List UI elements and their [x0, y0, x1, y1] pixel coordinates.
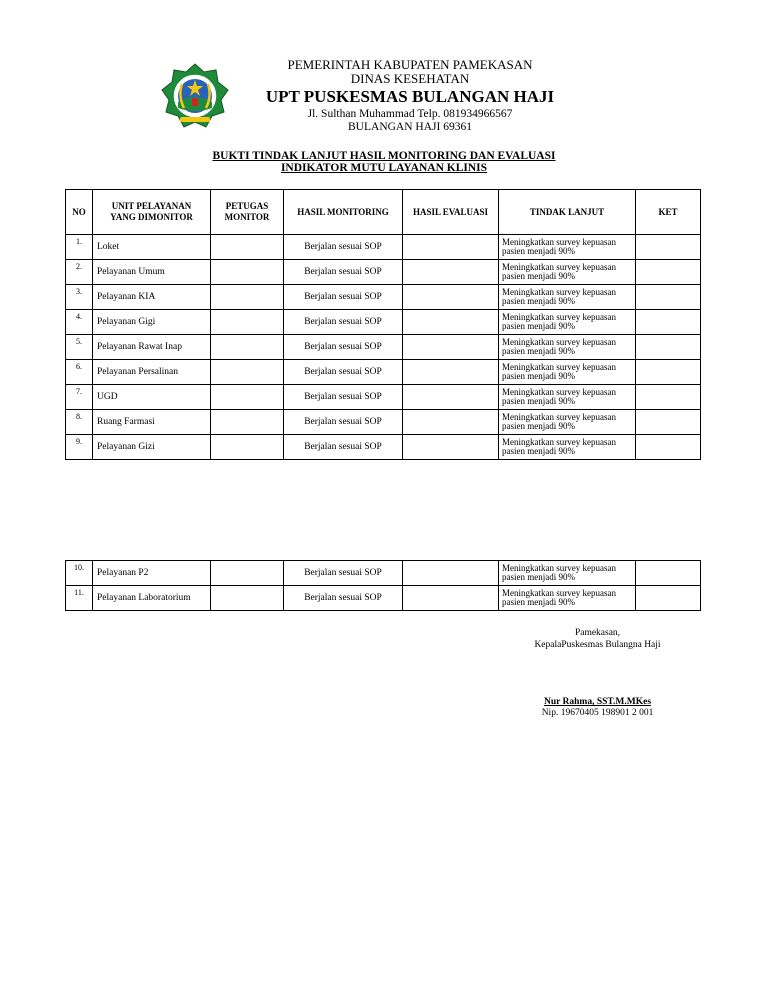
table-row — [66, 385, 701, 410]
cell-hasil-evaluasi — [403, 335, 499, 360]
table-row — [66, 285, 701, 310]
cell-hasil-monitoring: Berjalan sesuai SOP — [284, 335, 403, 360]
institution-address: Jl. Sulthan Muhammad Telp. 081934966567 — [307, 108, 513, 121]
logo-emblem-icon — [162, 64, 228, 127]
letterhead — [250, 58, 570, 134]
table-row — [66, 260, 701, 285]
cell-hasil-monitoring: Berjalan sesuai SOP — [284, 435, 403, 460]
tindak-lanjut-line1: Meningkatkan survey kepuasan — [502, 387, 616, 397]
tindak-lanjut-line1: Meningkatkan survey kepuasan — [502, 588, 616, 598]
cell-ket — [636, 335, 701, 360]
cell-tindak-lanjut — [499, 586, 636, 611]
cell-no: 10. — [66, 561, 93, 586]
cell-unit: Pelayanan Umum — [93, 260, 211, 285]
tindak-lanjut-line2: pasien menjadi 90% — [502, 446, 575, 456]
cell-hasil-monitoring: Berjalan sesuai SOP — [284, 360, 403, 385]
tindak-lanjut-line1: Meningkatkan survey kepuasan — [502, 412, 616, 422]
signature-position: KepalaPuskesmas Bulangna Haji — [534, 639, 661, 650]
cell-unit: Pelayanan Persalinan — [93, 360, 211, 385]
cell-hasil-evaluasi — [403, 285, 499, 310]
monitoring-table — [65, 189, 701, 460]
cell-petugas — [211, 385, 284, 410]
cell-unit: Pelayanan Gizi — [93, 435, 211, 460]
cell-hasil-monitoring: Berjalan sesuai SOP — [284, 285, 403, 310]
cell-no: 6. — [66, 360, 93, 385]
cell-petugas — [211, 260, 284, 285]
table-row — [66, 335, 701, 360]
cell-hasil-monitoring: Berjalan sesuai SOP — [284, 310, 403, 335]
cell-hasil-monitoring: Berjalan sesuai SOP — [284, 586, 403, 611]
cell-unit: Pelayanan Rawat Inap — [93, 335, 211, 360]
signature-place — [520, 628, 675, 652]
cell-petugas — [211, 285, 284, 310]
cell-hasil-evaluasi — [403, 260, 499, 285]
cell-unit: Ruang Farmasi — [93, 410, 211, 435]
cell-unit: Loket — [93, 235, 211, 260]
col-header-no: NO — [66, 190, 93, 235]
col-header-petugas: PETUGAS MONITOR — [211, 190, 284, 235]
tindak-lanjut-line1: Meningkatkan survey kepuasan — [502, 362, 616, 372]
tindak-lanjut-line1: Meningkatkan survey kepuasan — [502, 337, 616, 347]
tindak-lanjut-line2: pasien menjadi 90% — [502, 597, 575, 607]
col-header-ket: KET — [636, 190, 701, 235]
document-title — [150, 150, 618, 174]
tindak-lanjut-line1: Meningkatkan survey kepuasan — [502, 287, 616, 297]
table-row — [66, 235, 701, 260]
cell-no: 1. — [66, 235, 93, 260]
tindak-lanjut-line1: Meningkatkan survey kepuasan — [502, 437, 616, 447]
cell-tindak-lanjut — [499, 285, 636, 310]
cell-hasil-monitoring: Berjalan sesuai SOP — [284, 410, 403, 435]
institution-name: UPT PUSKESMAS BULANGAN HAJI — [265, 86, 555, 106]
tindak-lanjut-line2: pasien menjadi 90% — [502, 271, 575, 281]
col-header-unit: UNIT PELAYANAN YANG DIMONITOR — [93, 190, 211, 235]
tindak-lanjut-line2: pasien menjadi 90% — [502, 421, 575, 431]
cell-petugas — [211, 586, 284, 611]
cell-unit: Pelayanan Gigi — [93, 310, 211, 335]
tindak-lanjut-line2: pasien menjadi 90% — [502, 572, 575, 582]
cell-petugas — [211, 235, 284, 260]
cell-no: 7. — [66, 385, 93, 410]
cell-unit: Pelayanan KIA — [93, 285, 211, 310]
department-name: DINAS KESEHATAN — [350, 71, 470, 87]
cell-petugas — [211, 410, 284, 435]
tindak-lanjut-line2: pasien menjadi 90% — [502, 371, 575, 381]
signatory-name: Nur Rahma, SST.M.MKes — [543, 697, 652, 707]
tindak-lanjut-line2: pasien menjadi 90% — [502, 296, 575, 306]
cell-hasil-evaluasi — [403, 561, 499, 586]
tindak-lanjut-line2: pasien menjadi 90% — [502, 346, 575, 356]
document-title-line2: INDIKATOR MUTU LAYANAN KLINIS — [280, 162, 488, 175]
tindak-lanjut-line2: pasien menjadi 90% — [502, 396, 575, 406]
col-header-hasil-monitoring: HASIL MONITORING — [284, 190, 403, 235]
cell-tindak-lanjut — [499, 435, 636, 460]
cell-hasil-evaluasi — [403, 410, 499, 435]
cell-petugas — [211, 360, 284, 385]
cell-ket — [636, 586, 701, 611]
cell-tindak-lanjut — [499, 260, 636, 285]
cell-tindak-lanjut — [499, 410, 636, 435]
cell-hasil-monitoring: Berjalan sesuai SOP — [284, 260, 403, 285]
cell-unit: Pelayanan Laboratorium — [93, 586, 211, 611]
signature-block — [520, 697, 675, 720]
signatory-nip: Nip. 19670405 198901 2 001 — [541, 708, 654, 719]
cell-tindak-lanjut — [499, 561, 636, 586]
cell-petugas — [211, 561, 284, 586]
cell-no: 4. — [66, 310, 93, 335]
table-header-row — [66, 190, 701, 235]
cell-hasil-evaluasi — [403, 435, 499, 460]
cell-no: 3. — [66, 285, 93, 310]
cell-tindak-lanjut — [499, 335, 636, 360]
cell-no: 11. — [66, 586, 93, 611]
tindak-lanjut-line1: Meningkatkan survey kepuasan — [502, 237, 616, 247]
table-row — [66, 561, 701, 586]
cell-no: 2. — [66, 260, 93, 285]
cell-ket — [636, 285, 701, 310]
table-row — [66, 310, 701, 335]
table-row — [66, 360, 701, 385]
tindak-lanjut-line2: pasien menjadi 90% — [502, 321, 575, 331]
tindak-lanjut-line1: Meningkatkan survey kepuasan — [502, 563, 616, 573]
cell-hasil-evaluasi — [403, 385, 499, 410]
tindak-lanjut-line1: Meningkatkan survey kepuasan — [502, 312, 616, 322]
cell-unit: UGD — [93, 385, 211, 410]
cell-petugas — [211, 310, 284, 335]
cell-petugas — [211, 435, 284, 460]
cell-no: 5. — [66, 335, 93, 360]
cell-ket — [636, 260, 701, 285]
signature-place-date: Pamekasan, — [574, 628, 621, 638]
cell-hasil-evaluasi — [403, 235, 499, 260]
puskesmas-logo — [160, 62, 230, 130]
cell-ket — [636, 561, 701, 586]
cell-ket — [636, 435, 701, 460]
government-name: PEMERINTAH KABUPATEN PAMEKASAN — [287, 57, 533, 72]
institution-postal: BULANGAN HAJI 69361 — [348, 120, 472, 133]
cell-ket — [636, 410, 701, 435]
table-row — [66, 410, 701, 435]
document-title-line1: BUKTI TINDAK LANJUT HASIL MONITORING DAN EVALUASI — [212, 150, 556, 162]
table-row — [66, 435, 701, 460]
cell-tindak-lanjut — [499, 385, 636, 410]
monitoring-table-continued — [65, 560, 701, 611]
col-header-tindak-lanjut: TINDAK LANJUT — [499, 190, 636, 235]
cell-tindak-lanjut — [499, 360, 636, 385]
cell-unit: Pelayanan P2 — [93, 561, 211, 586]
table-row — [66, 586, 701, 611]
cell-petugas — [211, 335, 284, 360]
cell-hasil-evaluasi — [403, 310, 499, 335]
cell-hasil-monitoring: Berjalan sesuai SOP — [284, 235, 403, 260]
cell-hasil-evaluasi — [403, 360, 499, 385]
cell-tindak-lanjut — [499, 235, 636, 260]
cell-hasil-evaluasi — [403, 586, 499, 611]
cell-tindak-lanjut — [499, 310, 636, 335]
col-header-hasil-evaluasi: HASIL EVALUASI — [403, 190, 499, 235]
cell-hasil-monitoring: Berjalan sesuai SOP — [284, 561, 403, 586]
cell-hasil-monitoring: Berjalan sesuai SOP — [284, 385, 403, 410]
cell-ket — [636, 360, 701, 385]
cell-ket — [636, 310, 701, 335]
tindak-lanjut-line1: Meningkatkan survey kepuasan — [502, 262, 616, 272]
tindak-lanjut-line2: pasien menjadi 90% — [502, 246, 575, 256]
cell-no: 9. — [66, 435, 93, 460]
cell-no: 8. — [66, 410, 93, 435]
cell-ket — [636, 235, 701, 260]
cell-ket — [636, 385, 701, 410]
